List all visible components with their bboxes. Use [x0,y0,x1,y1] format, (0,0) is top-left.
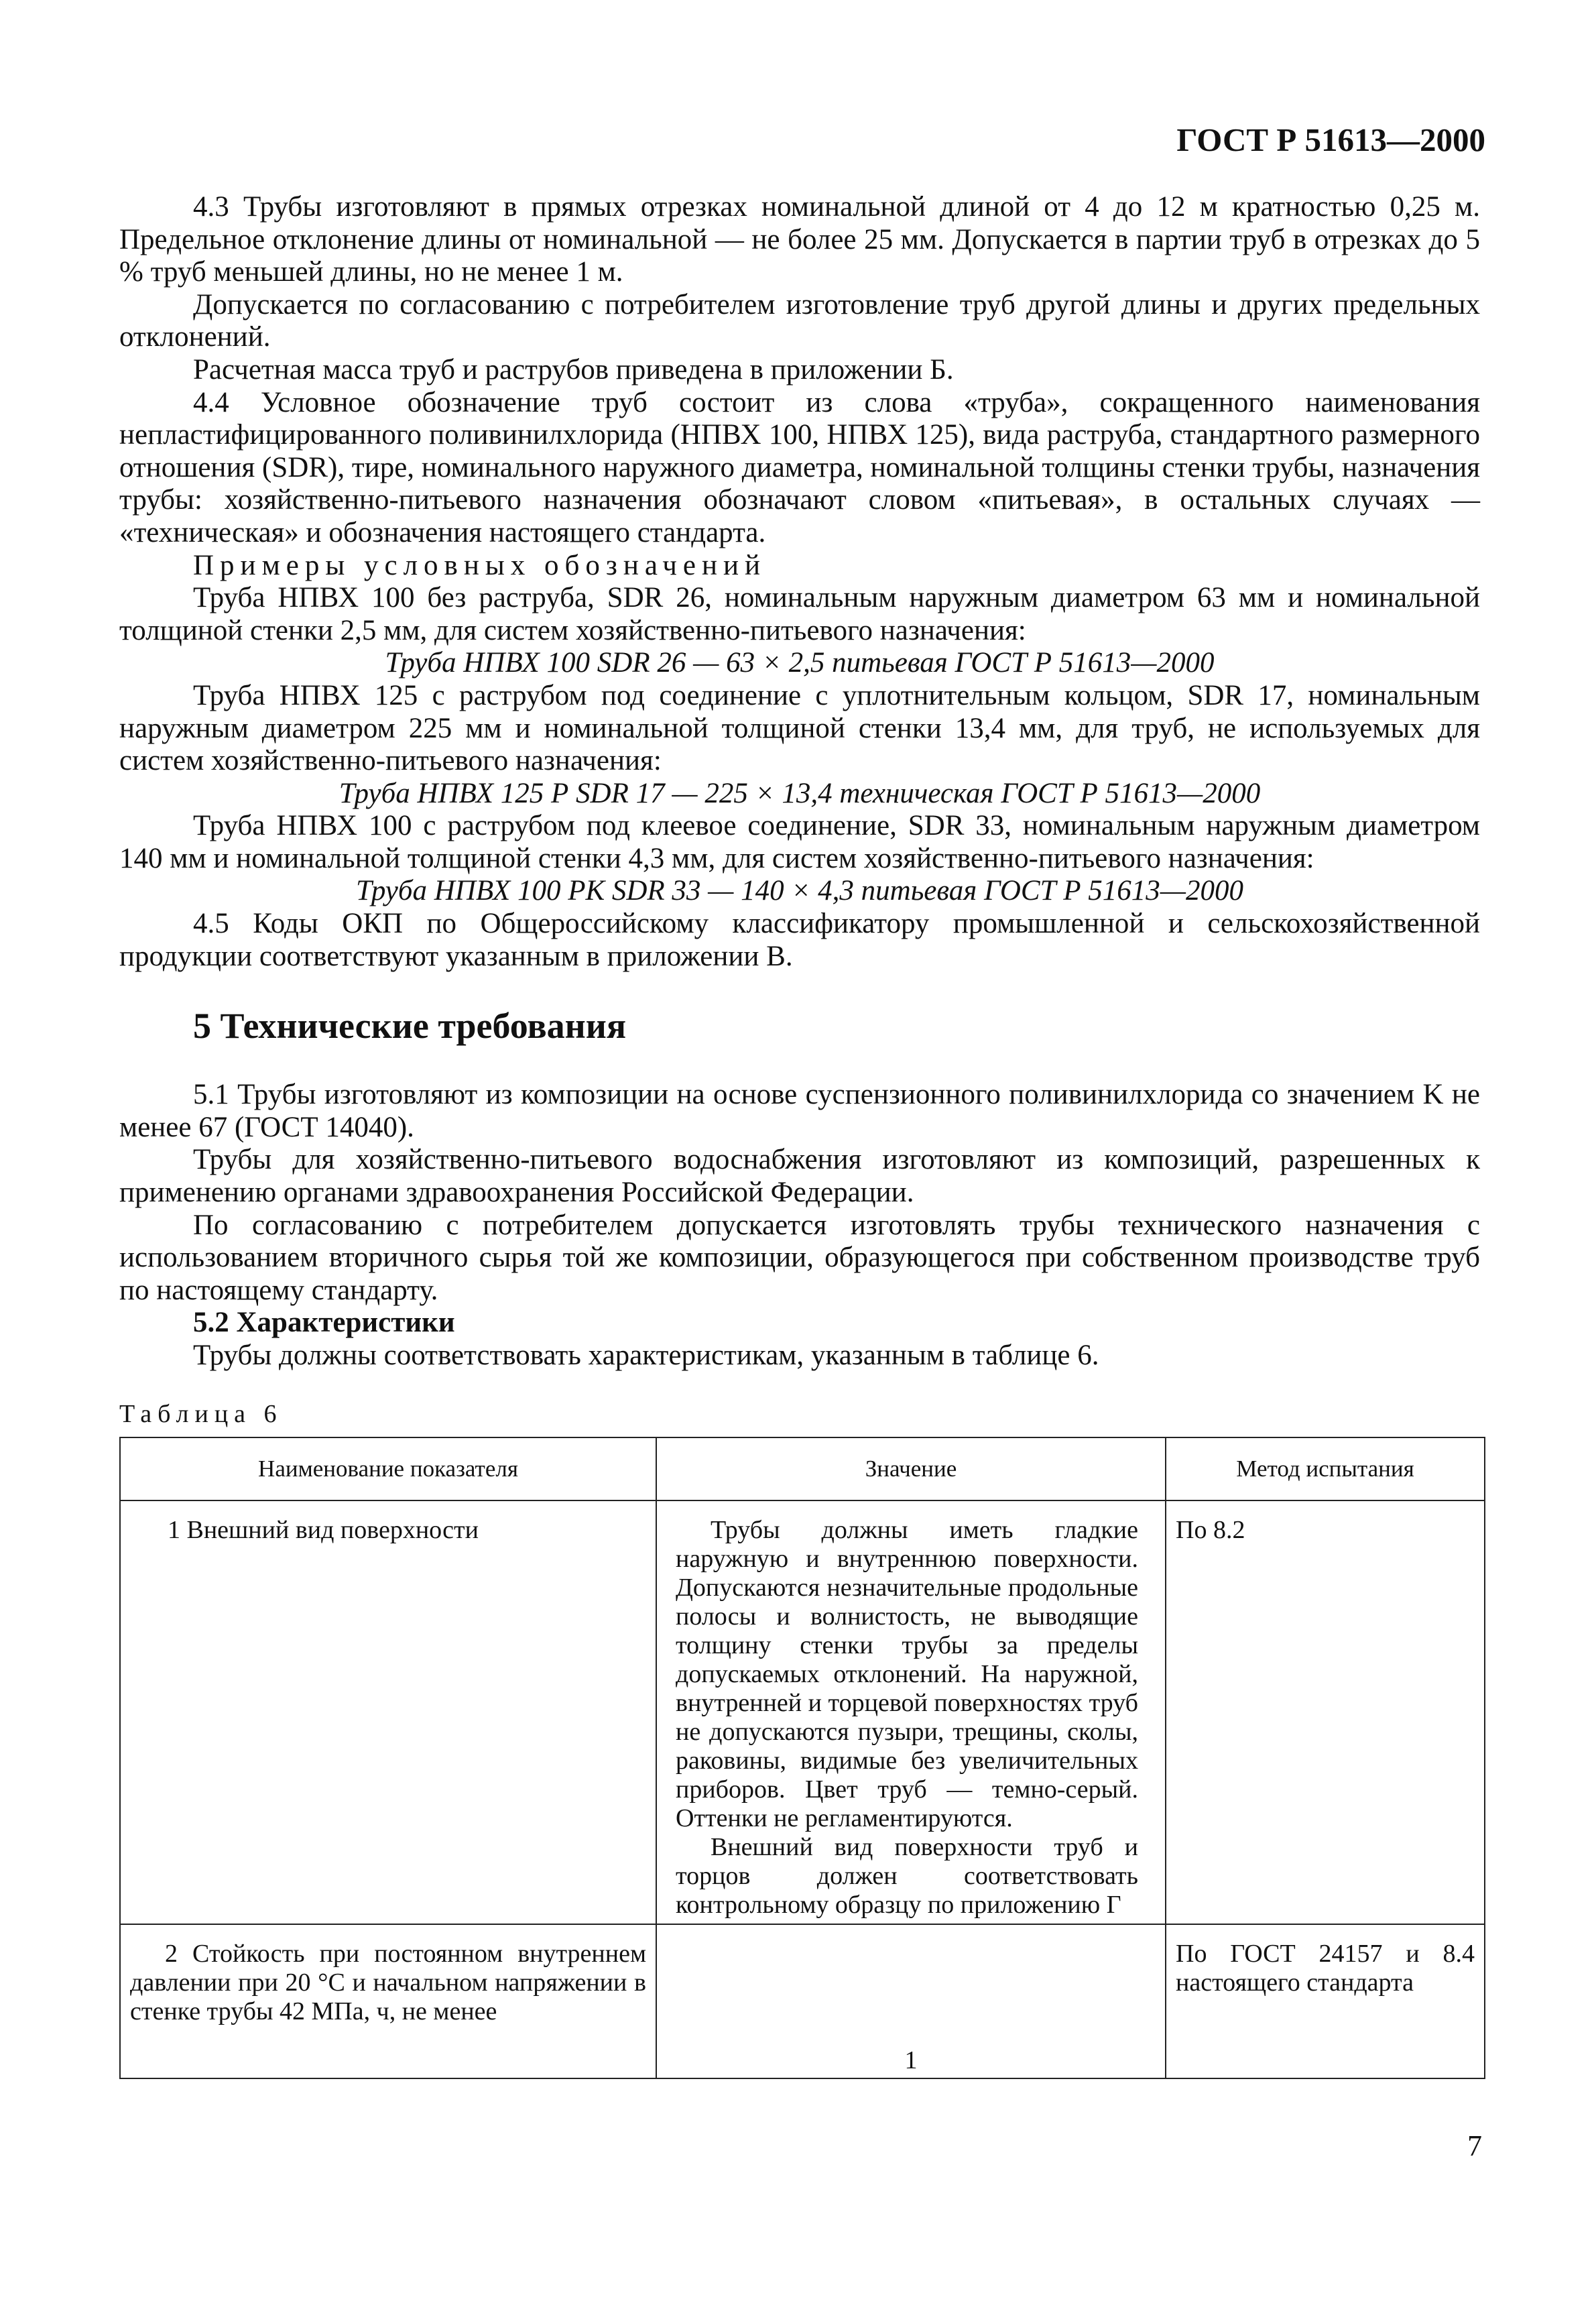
column-header: Метод испытания [1166,1437,1485,1500]
paragraph-4-4: 4.4 Условное обозначение труб состоит из слова «труба», сокращенного наименования непластифицированного поливинилхлорида (НПВХ 100, НПВХ 125), вида раструба, стандартного размерного отношения (SDR), тире, номинального наружного диаметра, номинальной толщины стенки трубы, назначения трубы: хозяйственно-питьевого назначения обозначают словом «питьевая», в остальных случаях — «техническая» и обозначения настоящего стандарта. [119,386,1480,548]
table-cell-name: 1 Внешний вид поверхности [120,1500,656,1924]
page-number: 7 [1467,2129,1482,2162]
paragraph: Труба НПВХ 100 без раструба, SDR 26, номинальным наружным диаметром 63 мм и номинальной толщиной стенки 2,5 мм, для систем хозяйственно-питьевого назначения: [119,582,1480,646]
cell-text: Трубы должны иметь гладкие наружную и внутреннюю поверхности. Допускаются незначительные продольные полосы и волнистость, не выводящие толщину стенки трубы за пределы допускаемых отклонений. На наружной, внутренней и торцевой поверхностях труб не допускаются пузыри, трещины, сколы, раковины, видимые без увеличительных приборов. Цвет труб — темно-серый. Оттенки не регламентируются. [676,1515,1138,1832]
paragraph-4-5: 4.5 Коды ОКП по Общероссийскому классификатору промышленной и сельскохозяйственной продукции соответствуют указанным в приложении В. [119,908,1480,972]
table-label: Таблица 6 [119,1399,283,1428]
cell-text: Внешний вид поверхности труб и торцов должен соответствовать контрольному образцу по приложению Г [676,1832,1138,1919]
paragraph: Трубы должны соответствовать характеристикам, указанным в таблице 6. [193,1340,1099,1371]
examples-heading: Примеры условных обозначений [193,549,766,581]
paragraph: Трубы для хозяйственно-питьевого водоснабжения изготовляют из композиций, разрешенных к применению органами здравоохранения Российской Федерации. [119,1144,1480,1209]
table-header-row [120,1437,1485,1500]
column-header: Наименование показателя [120,1437,656,1500]
paragraph-4-3: 4.3 Трубы изготовляют в прямых отрезках номинальной длиной от 4 до 12 м кратностью 0,25 м. Предельное отклонение длины от номинальной — не более 25 мм. Допускается в партии труб в отрезках до 5 % труб меньшей длины, но не менее 1 м. [119,191,1480,288]
paragraph: Труба НПВХ 125 с раструбом под соединение с уплотнительным кольцом, SDR 17, номинальным наружным диаметром 225 мм и номинальной толщиной стенки 13,4 мм, для труб, не используемых для систем хозяйственно-питьевого назначения: [119,679,1480,777]
table-cell-method: По 8.2 [1166,1500,1485,1924]
table-cell-value [656,1500,1166,1924]
document-body [119,191,1480,2079]
designation-example: Труба НПВХ 125 Р SDR 17 — 225 × 13,4 техническая ГОСТ Р 51613—2000 [339,777,1261,809]
table-cell-value: 1 [656,1924,1166,2078]
paragraph: Труба НПВХ 100 с раструбом под клеевое соединение, SDR 33, номинальным наружным диаметром 140 мм и номинальной толщиной стенки 4,3 мм, для систем хозяйственно-питьевого назначения: [119,810,1480,874]
table-6 [119,1437,1485,2079]
paragraph-5-1: 5.1 Трубы изготовляют из композиции на основе суспензионного поливинилхлорида со значением K не менее 67 (ГОСТ 14040). [119,1079,1480,1143]
paragraph: Допускается по согласованию с потребителем изготовление труб другой длины и других предельных отклонений. [119,288,1480,353]
subsection-heading: 5.2 Характеристики [193,1307,455,1339]
table-cell-name: 2 Стойкость при постоянном внутреннем давлении при 20 °С и начальном напряжении в стенке трубы 42 МПа, ч, не менее [120,1924,656,2078]
paragraph: По согласованию с потребителем допускается изготовлять трубы технического назначения с использованием вторичного сырья той же композиции, образующегося при собственном производстве труб по настоящему стандарту. [119,1209,1480,1306]
paragraph: Расчетная масса труб и раструбов приведена в приложении Б. [193,353,954,386]
designation-example: Труба НПВХ 100 SDR 26 — 63 × 2,5 питьевая ГОСТ Р 51613—2000 [385,647,1215,679]
document-header: ГОСТ Р 51613—2000 [1176,121,1485,158]
section-title: 5 Технические требования [193,1006,627,1047]
column-header: Значение [656,1437,1166,1500]
designation-example: Труба НПВХ 100 РК SDR 33 — 140 × 4,3 питьевая ГОСТ Р 51613—2000 [355,875,1244,907]
table-row [120,1500,1485,1924]
table-cell-method: По ГОСТ 24157 и 8.4 настоящего стандарта [1166,1924,1485,2078]
table-row [120,1924,1485,2078]
